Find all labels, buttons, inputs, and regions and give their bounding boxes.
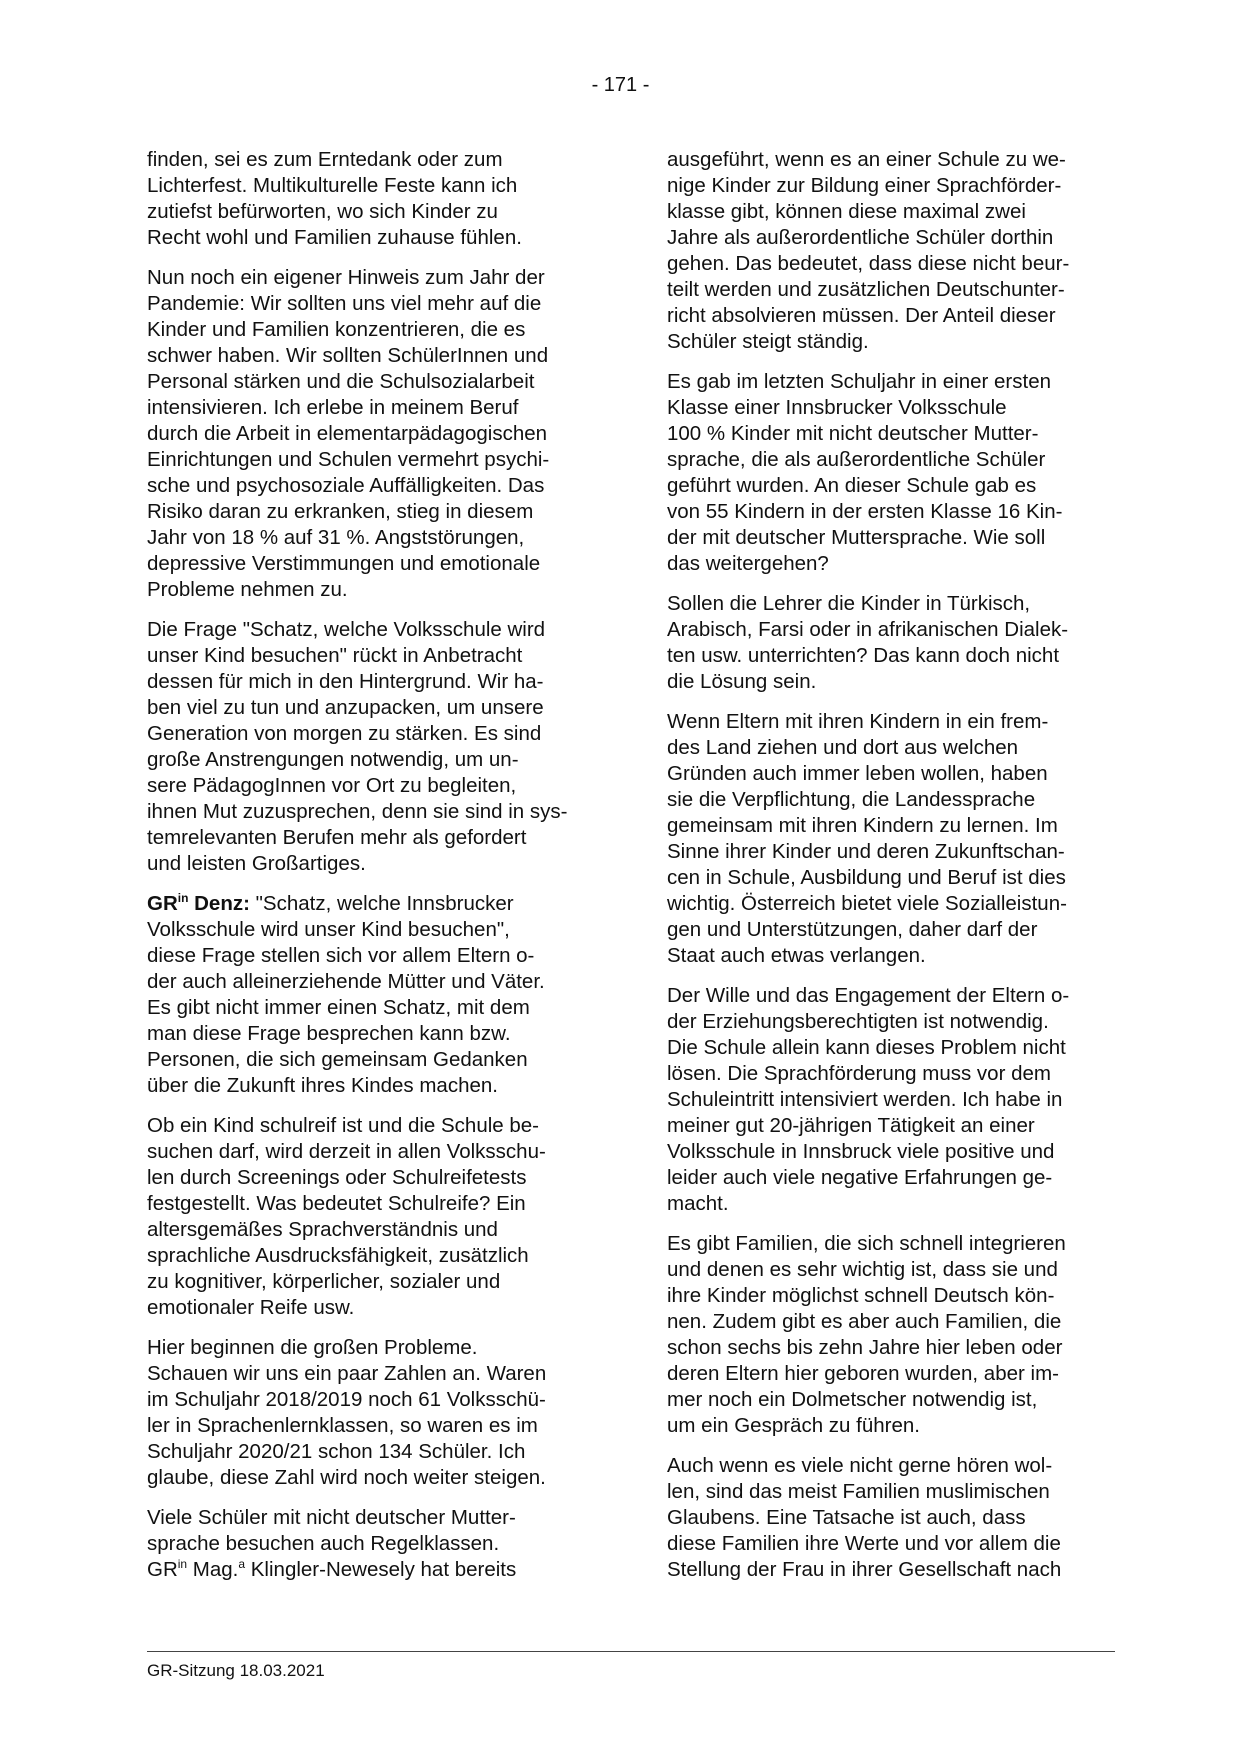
paragraph: Die Frage "Schatz, welche Volksschule wird unser Kind besuchen" rückt in Anbetracht dessen für mich in den Hintergrund. Wir ha- ben viel zu tun und anzupacken, um unsere Generation von morgen zu stärken. Es sind große Anstrengungen notwendig, um un- sere PädagogInnen vor Ort zu begleiten, ihnen Mut zuzusprechen, denn sie sind in sys- temrelevanten Berufen mehr als gefordert und leisten Großartiges. — [147, 618, 568, 875]
superscript: a — [238, 1557, 246, 1571]
paragraph: Sollen die Lehrer die Kinder in Türkisch, Arabisch, Farsi oder in afrikanischen Dialek- ten usw. unterrichten? Das kann doch nicht die Lösung sein. — [667, 592, 1069, 693]
superscript: in — [177, 1557, 188, 1571]
right-column — [667, 147, 1117, 1597]
speaker-title: GR — [147, 892, 178, 915]
text-segment: Mag. — [187, 1558, 239, 1581]
speaker-surname: Denz: — [188, 892, 250, 915]
page-number: - 171 - — [591, 74, 650, 96]
text-segment: Viele Schüler mit nicht deutscher Mutter- sprache besuchen auch Regelklassen. GR — [147, 1506, 516, 1581]
paragraph: Der Wille und das Engagement der Eltern o- der Erziehungsberechtigten ist notwendig. Die Schule allein kann dieses Problem nicht lösen. Die Sprachförderung muss vor dem Schuleintritt intensiviert werden. Ich habe in meiner gut 20-jährigen Tätigkeit an einer Volksschule in Innsbruck viele positive und leider auch viele negative Erfahrungen ge- macht. — [667, 984, 1070, 1215]
paragraph: Es gab im letzten Schuljahr in einer ersten Klasse einer Innsbrucker Volksschule 100 % Kinder mit nicht deutscher Mutter- sprache, die als außerordentliche Schüler geführt wurden. An dieser Schule gab es von 55 Kindern in der ersten Klasse 16 Kin- der mit deutscher Muttersprache. Wie soll das weitergehen? — [667, 370, 1063, 575]
paragraph: Es gibt Familien, die sich schnell integrieren und denen es sehr wichtig ist, dass sie und ihre Kinder möglichst schnell Deutsch kön- nen. Zudem gibt es aber auch Familien, die schon sechs bis zehn Jahre hier leben oder deren Eltern hier geboren wurden, aber im- mer noch ein Dolmetscher notwendig ist, um ein Gespräch zu führen. — [667, 1232, 1066, 1437]
speaker-name — [147, 892, 250, 915]
paragraph: Hier beginnen die großen Probleme. Schauen wir uns ein paar Zahlen an. Waren im Schuljahr 2018/2019 noch 61 Volksschü- ler in Sprachenlernklassen, so waren es im Schuljahr 2020/21 schon 134 Schüler. Ich glaube, diese Zahl wird noch weiter steigen. — [147, 1336, 547, 1489]
speaker-title-sup: in — [177, 891, 189, 905]
left-column — [147, 147, 597, 1597]
footer-divider — [147, 1651, 1115, 1652]
paragraph: ausgeführt, wenn es an einer Schule zu we- nige Kinder zur Bildung einer Sprachförder- klasse gibt, können diese maximal zwei Jahre als außerordentliche Schüler dorthin gehen. Das bedeutet, dass diese nicht beur- teilt werden und zusätzlichen Deutschunter- richt absolvieren müssen. Der Anteil dieser Schüler steigt ständig. — [667, 148, 1070, 353]
footer-text: GR-Sitzung 18.03.2021 — [147, 1661, 325, 1680]
text-segment: Klingler-Newesely hat bereits — [245, 1558, 517, 1581]
paragraph: Nun noch ein eigener Hinweis zum Jahr der Pandemie: Wir sollten uns viel mehr auf die Kinder und Familien konzentrieren, die es schwer haben. Wir sollten SchülerInnen und Personal stärken und die Schulsozialarbeit intensivieren. Ich erlebe in meinem Beruf durch die Arbeit in elementarpädagogischen Einrichtungen und Schulen vermehrt psychi- sche und psychosoziale Auffälligkeiten. Das Risiko daran zu erkranken, stieg in diesem Jahr von 18 % auf 31 %. Angststörungen, depressive Verstimmungen und emotionale Probleme nehmen zu. — [147, 266, 550, 601]
speaker-text: "Schatz, welche Innsbrucker Volksschule wird unser Kind besuchen", diese Frage stellen sich vor allem Eltern o- der auch alleinerziehende Mütter und Väter. Es gibt nicht immer einen Schatz, mit dem man diese Frage besprechen kann bzw. Personen, die sich gemeinsam Gedanken über die Zukunft ihres Kindes machen. — [147, 892, 545, 1097]
paragraph: Wenn Eltern mit ihren Kindern in ein frem- des Land ziehen und dort aus welchen Gründen auch immer leben wollen, haben sie die Verpflichtung, die Landessprache gemeinsam mit ihren Kindern zu lernen. Im Sinne ihrer Kinder und deren Zukunftschan- cen in Schule, Ausbildung und Beruf ist dies wichtig. Österreich bietet viele Sozialleistun- gen und Unterstützungen, daher darf der Staat auch etwas verlangen. — [667, 710, 1067, 967]
paragraph: finden, sei es zum Erntedank oder zum Lichterfest. Multikulturelle Feste kann ich zutiefst befürworten, wo sich Kinder zu Recht wohl und Familien zuhause fühlen. — [147, 148, 522, 249]
paragraph: Auch wenn es viele nicht gerne hören wol- len, sind das meist Familien muslimischen Glaubens. Eine Tatsache ist auch, dass diese Familien ihre Werte und vor allem die Stellung der Frau in ihrer Gesellschaft nach — [667, 1454, 1062, 1581]
speaker-paragraph — [147, 891, 597, 1099]
paragraph: Ob ein Kind schulreif ist und die Schule be- suchen darf, wird derzeit in allen Volksschu- len durch Screenings oder Schulreifetests festgestellt. Was bedeutet Schulreife? Ein altersgemäßes Sprachverständnis und sprachliche Ausdrucksfähigkeit, zusätzlich zu kognitiver, körperlicher, sozialer und emotionaler Reife usw. — [147, 1114, 546, 1319]
paragraph — [147, 1505, 597, 1583]
